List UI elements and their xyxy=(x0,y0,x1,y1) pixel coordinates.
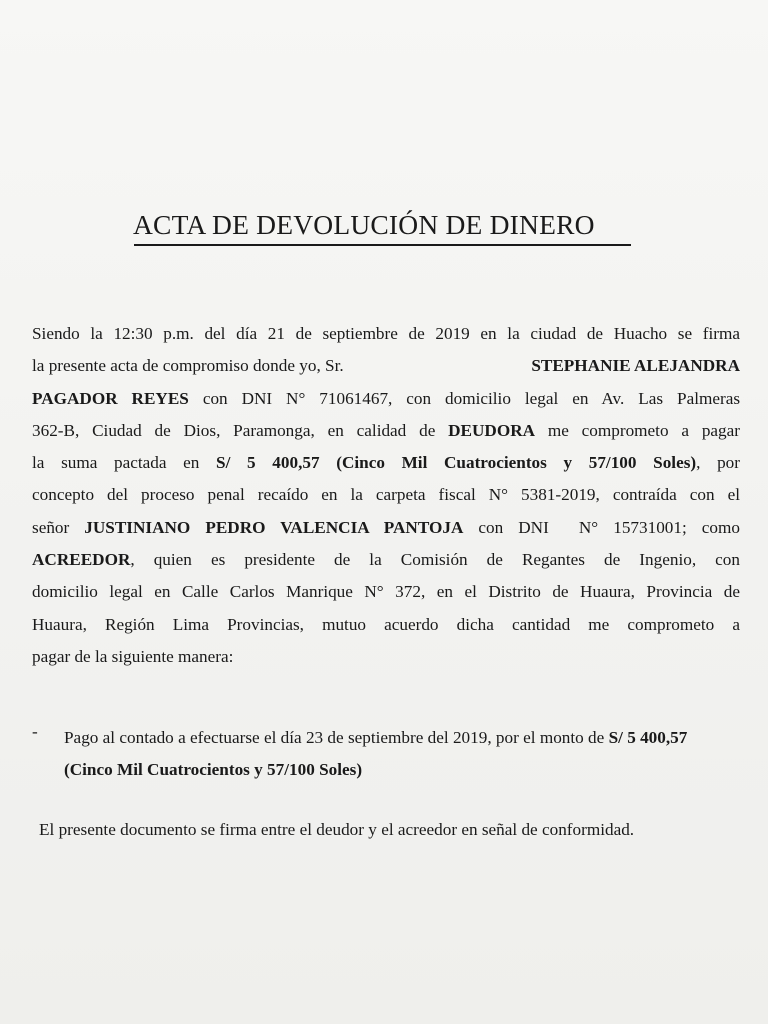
line-5-text-a: la suma pactada en xyxy=(32,453,217,473)
paragraph-line-3 xyxy=(32,383,740,415)
line-3-group xyxy=(32,383,740,415)
paragraph-line-5 xyxy=(32,447,740,479)
paragraph-line-9 xyxy=(32,576,740,608)
line-8-group xyxy=(32,544,740,576)
paragraph-line-6 xyxy=(32,479,740,511)
line-2-text: la presente acta de compromiso donde yo, Sr. xyxy=(32,356,344,376)
paragraph-line-4 xyxy=(32,415,740,447)
line-1-text: Siendo la 12:30 p.m. del día 21 de septiembre de 2019 en la ciudad de Huacho se firma xyxy=(32,324,740,343)
line-7-group xyxy=(32,512,740,544)
line-4-text-c: me comprometo a pagar xyxy=(535,420,740,440)
debtor-role: DEUDORA xyxy=(448,420,536,440)
payment-term-amount: S/ 5 400,57 (Cinco Mil Cuatrocientos y 57/100 Soles) xyxy=(64,728,688,779)
paragraph-line-2 xyxy=(32,350,740,382)
line-5-text-c: , por xyxy=(696,453,740,473)
paragraph-line-7 xyxy=(32,512,740,544)
paragraph-line-8 xyxy=(32,544,740,576)
line-9-text: domicilio legal en Calle Carlos Manrique N° 372, en el Distrito de Huaura, Provincia de xyxy=(32,582,740,602)
paragraph-line-1 xyxy=(32,318,740,350)
line-4-text-a: 362-B, Ciudad de Dios, Paramonga, en calidad de xyxy=(32,420,449,440)
line-8-text: , quien es presidente de la Comisión de Regantes de Ingenio, con xyxy=(130,550,740,570)
bullet-marker: - xyxy=(32,722,38,741)
debtor-last-names: PAGADOR REYES xyxy=(32,388,189,408)
line-6-text: concepto del proceso penal recaído en la carpeta fiscal N° 5381-2019, contraída con el xyxy=(32,485,740,505)
line-11-text: pagar de la siguiente manera: xyxy=(32,646,234,666)
paragraph-line-10 xyxy=(32,609,740,641)
creditor-role: ACREEDOR xyxy=(32,550,131,570)
payment-term-text: Pago al contado a efectuarse el día 23 de septiembre del 2019, por el monto de xyxy=(64,728,609,747)
document-title: ACTA DE DEVOLUCIÓN DE DINERO xyxy=(133,209,595,240)
line-4-group xyxy=(32,415,740,447)
title-underline xyxy=(134,244,631,246)
agreed-amount: S/ 5 400,57 (Cinco Mil Cuatrocientos y 57/100 Soles) xyxy=(216,453,697,473)
line-3-text: con DNI N° 71061467, con domicilio legal en Av. Las Palmeras xyxy=(188,388,741,408)
body-paragraph xyxy=(32,318,740,673)
line-5-group xyxy=(32,447,740,479)
paragraph-line-11 xyxy=(32,641,740,673)
line-7-text-c: con DNI N° 15731001; como xyxy=(463,517,740,537)
creditor-name: JUSTINIANO PEDRO VALENCIA PANTOJA xyxy=(84,517,464,537)
debtor-first-names: STEPHANIE ALEJANDRA xyxy=(531,356,740,376)
closing-statement: El presente documento se firma entre el deudor y el acreedor en señal de conformidad. xyxy=(39,820,635,839)
line-7-text-a: señor xyxy=(32,517,85,537)
payment-term-item xyxy=(64,722,740,786)
line-10-text: Huaura, Región Lima Provincias, mutuo acuerdo dicha cantidad me comprometo a xyxy=(32,614,740,634)
